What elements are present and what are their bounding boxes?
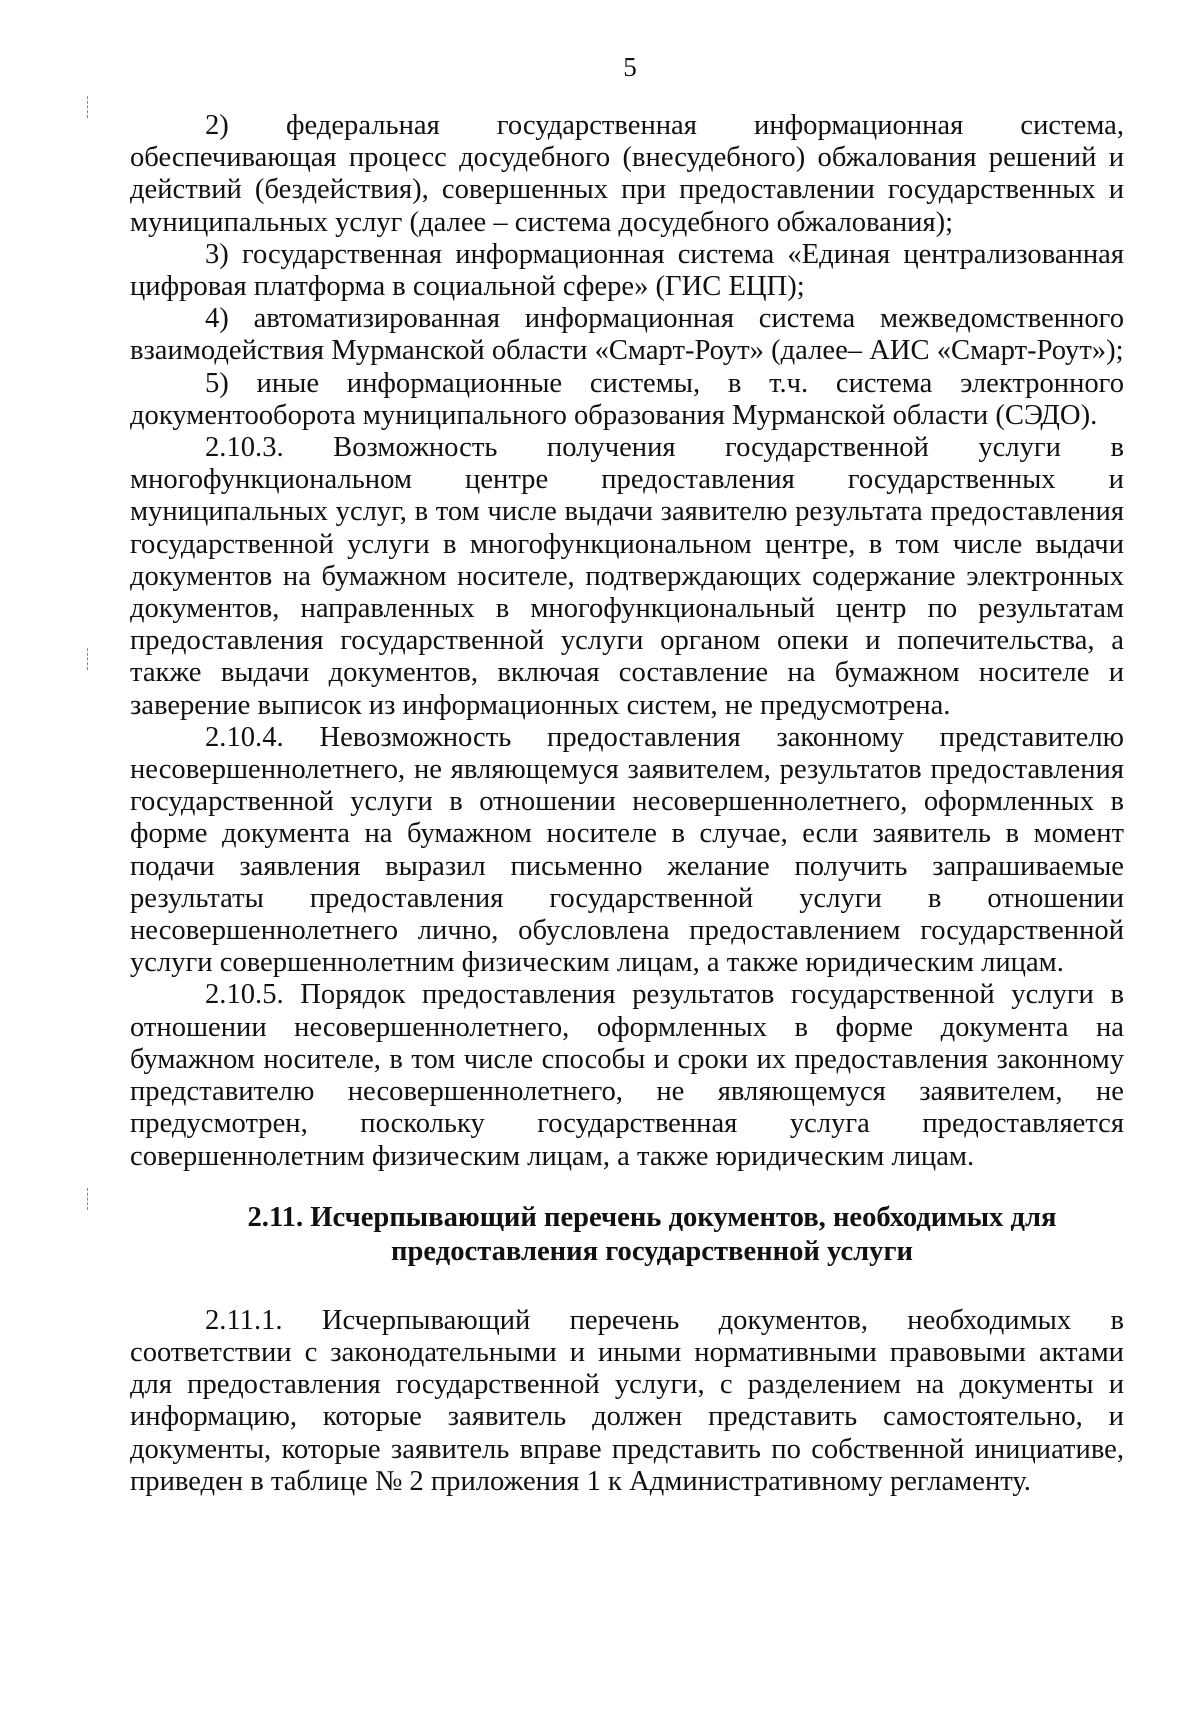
paragraph-2-11-1: 2.11.1. Исчерпывающий перечень документов, необходимых в соответствии с законодательными и иными нормативными правовыми актами для предоставления государственной услуги, с разделением на документы и информацию, которые заявитель должен представить самостоятельно, и документы, которые заявитель вправе представить по собственной инициативе, приведен в таблице № 2 приложения 1 к Административному регламенту. [130,1304,1124,1497]
paragraph-item-4: 4) автоматизированная информационная система межведомственного взаимодействия Мурманской области «Смарт-Роут» (далее– АИС «Смарт-Роут»); [130,303,1124,367]
paragraph-2-10-5: 2.10.5. Порядок предоставления результатов государственной услуги в отношении несовершеннолетнего, оформленных в форме документа на бумажном носителе, в том числе способы и сроки их предоставления законному представителю несовершеннолетнего, не являющемуся заявителем, не предусмотрен, поскольку государственная услуга предоставляется совершеннолетним физическим лицам, а также юридическим лицам. [130,979,1124,1172]
paragraph-item-5: 5) иные информационные системы, в т.ч. система электронного документооборота муниципального образования Мурманской области (СЭДО). [130,367,1124,431]
section-heading-2-11: 2.11. Исчерпывающий перечень документов, необходимых для предоставления государственной услуги [247,1201,1057,1267]
margin-mark [87,648,88,670]
document-body [130,110,1124,1498]
paragraph-2-10-3: 2.10.3. Возможность получения государственной услуги в многофункциональном центре предоставления государственных и муниципальных услуг, в том числе выдачи заявителю результата предоставления государственной услуги в многофункциональном центре, в том числе выдачи документов на бумажном носителе, подтверждающих содержание электронных документов, направленных в многофункциональный центр по результатам предоставления государственной услуги органом опеки и попечительства, а также выдачи документов, включая составление на бумажном носителе и заверение выписок из информационных систем, не предусмотрена. [130,432,1124,721]
page-number: 5 [623,52,637,82]
margin-mark [87,1188,88,1210]
paragraph-item-3: 3) государственная информационная система «Единая централизованная цифровая платформа в социальной сфере» (ГИС ЕЦП); [130,238,1124,303]
paragraph-2-10-4: 2.10.4. Невозможность предоставления законному представителю несовершеннолетнего, не являющемуся заявителем, результатов предоставления государственной услуги в отношении несовершеннолетнего, оформленных в форме документа на бумажном носителе в случае, если заявитель в момент подачи заявления выразил письменно желание получить запрашиваемые результаты предоставления государственной услуги в отношении несовершеннолетнего лично, обусловлена предоставлением государственной услуги совершеннолетним физическим лицам, а также юридическим лицам. [130,721,1124,979]
paragraph-item-2: 2) федеральная государственная информационная система, обеспечивающая процесс досудебного (внесудебного) обжалования решений и действий (бездействия), совершенных при предоставлении государственных и муниципальных услуг (далее – система досудебного обжалования); [130,110,1124,238]
margin-mark [87,96,88,118]
